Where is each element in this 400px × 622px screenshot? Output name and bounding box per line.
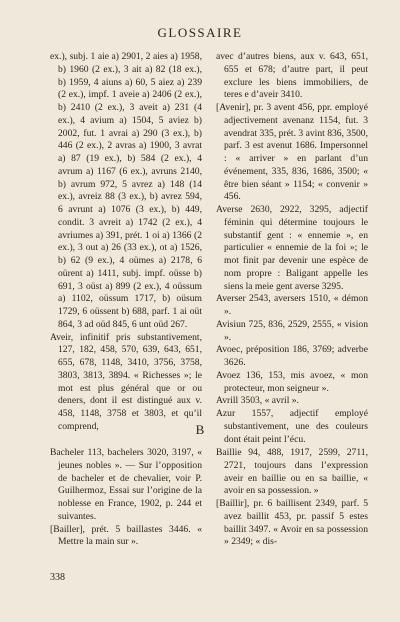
- glossary-entry: [Bailler], prét. 5 baillastes 3446. « Mettre la main sur ».: [50, 523, 202, 548]
- glossary-entry: [Baillir], pr. 6 baillisent 2349, parf. 5 avez baillit 453, pr. passif 5 estes baillit 3497. « Avoir en sa possession » 2349; « dis-: [216, 498, 368, 548]
- page-number: 338: [50, 572, 65, 583]
- column-top-left: [50, 51, 202, 434]
- glossary-entry: Averser 2543, aversers 1510, « démon ».: [216, 293, 368, 317]
- glossary-entry: Baillie 94, 488, 1917, 2599, 2711, 2721, toujours dans l’expression aveir en baillie ou en sa baillie, « avoir en sa possession. »: [216, 447, 368, 497]
- glossary-entry: Bacheler 113, bachelers 3020, 3197, « jeunes nobles ». — Sur l’opposition de bacheler et de chevalier, voir P. Guilhermoz, Essai sur l’origine de la noblesse en France, 1902, p. 244 et suivantes.: [50, 447, 202, 522]
- glossary-entry: Averse 2630, 2922, 3295, adjectif féminin qui détermine toujours le substantif gent : « ennemie », en particulier « ennemie de la foi »; le mot finit par devenir une espèce de nom propre : Baligant appelle les siens la meie gent averse 3295.: [216, 204, 368, 292]
- glossary-entry: ex.), subj. 1 aie a) 2901, 2 aies a) 1958, b) 1960 (2 ex.), 3 ait a) 82 (18 ex.), b) 1959, 4 aiuns a) 60, 5 aiez a) 239 (2 ex.), impf. 1 aveie a) 2406 (2 ex.), b) 2410 (2 ex.), 3 aveit a) 231 (4 ex.), 4 avium a) 1504, 5 aviez b) 2002, fut. 1 avrai a) 290 (3 ex.), b) 446 (2 ex.), 2 avras a) 1900, 3 avrat a) 87 (19 ex.), b) 584 (2 ex.), 4 avrum a) 1167 (6 ex.), avruns 2140, b) avrum 972, 5 avrez a) 148 (14 ex.), avreiz 88 (3 ex.), b) avrez 594, 6 avrunt a) 1076 (3 ex.), b) 449, condit. 3 avreit a) 1742 (2 ex.), 4 avriumes a) 391, prét. 1 oi a) 1366 (2 ex.), 3 out a) 26 (33 ex.), ot a) 1526, b) 62 (9 ex.), 4 oümes a) 2178, 6 oürent a) 1411, subj. impf. oüsse b) 691, 3 oüst a) 899 (2 ex.), 4 oüssum a) 1102, oüssum 1717, b) oüsum 1729, 6 oüssent b) 688, parf. 1 ai oüt 864, 3 ad oüd 845, 6 unt oüd 267.: [50, 51, 202, 330]
- glossary-entry: Avrill 3503, « avril ».: [216, 395, 299, 407]
- column-top-right: [216, 51, 368, 446]
- running-header: GLOSSAIRE: [157, 25, 243, 40]
- column-bottom-left: [50, 447, 202, 549]
- glossary-entry: Avisiun 725, 836, 2529, 2555, « vision ».: [216, 318, 368, 343]
- glossary-entry: Avoec, préposition 186, 3769; adverbe 3626.: [216, 344, 368, 368]
- glossary-entry: Avoez 136, 153, mis avoez, « mon protecteur, mon seigneur ».: [216, 369, 368, 394]
- column-bottom-right: [216, 447, 368, 549]
- glossary-entry: Azur 1557, adjectif employé substantivement, une des couleurs dont était peint l’écu.: [216, 408, 368, 445]
- glossary-entry: avec d’autres biens, aux v. 643, 651, 655 et 678; d’autre part, il peut exclure les biens immobiliers, de teres e d’aveir 3410.: [216, 51, 368, 101]
- glossary-entry: [Avenir], pr. 3 avent 456, ppr. employé adjectivement avenanz 1154, fut. 3 avendrat 335, prét. 3 avint 836, 3500, parf. 3 est avenut 1686. Impersonnel : « arriver » en parlant d’un événement, 335, 836, 1686, 3500; « être bien séant » 1154; « convenir » 456.: [216, 102, 368, 203]
- glossary-entry: Aveir, infinitif pris substantivement, 127, 182, 458, 570, 639, 643, 651, 655, 678, 1148, 3410, 3756, 3758, 3803, 3813, 3894. « Richesses »; le mot est plus général que or ou deners, dont il est distingué aux v. 458, 1148, 3758 et 3803, et qu’il comprend,: [50, 331, 202, 432]
- section-letter: B: [195, 422, 205, 437]
